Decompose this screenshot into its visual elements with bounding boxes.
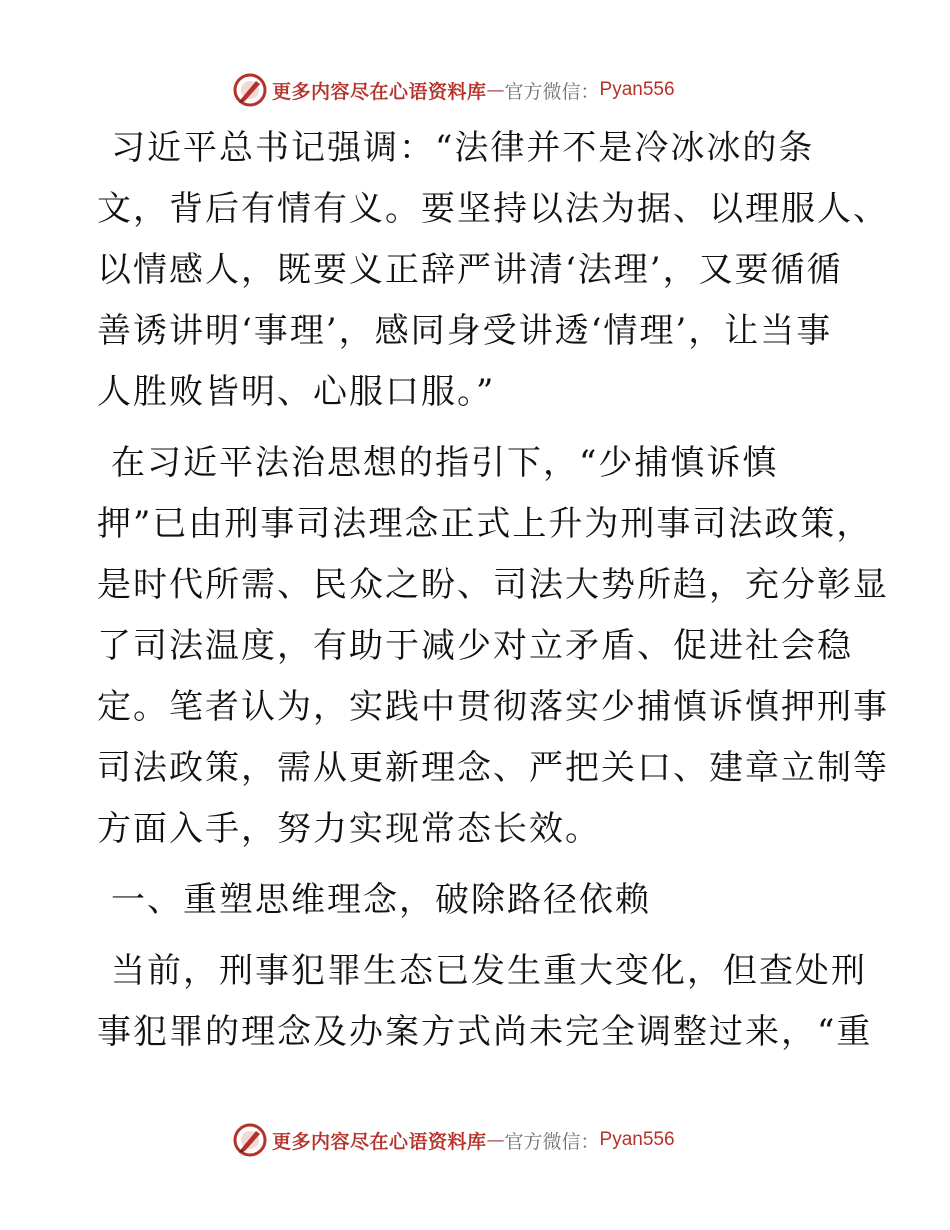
text-line: 善诱讲明‘事理’，感同身受讲透‘情理’，让当事 [97,311,833,351]
text-line: 定。笔者认为，实践中贯彻落实少捕慎诉慎押刑事 [97,687,889,727]
text-line: 在习近平法治思想的指引下，“少捕慎诉慎 [111,443,779,483]
text-line: 习近平总书记强调：“法律并不是冷冰冰的条 [111,128,815,168]
document-body [97,118,889,1073]
paragraph-quote [97,118,889,423]
banner-wechat-id: Pyan556 [599,1129,675,1150]
pen-seal-logo-icon [232,72,268,108]
text-line: 方面入手，努力实现常态长效。 [97,809,601,849]
section-heading [97,870,853,931]
text-line: 当前，刑事犯罪生态已发生重大变化，但查处刑 [111,951,867,991]
text-line: 是时代所需、民众之盼、司法大势所趋，充分彰显 [97,565,889,605]
pen-seal-logo-icon [232,1122,268,1158]
banner-label: 官方微信： [504,1130,600,1153]
banner-site-text: 更多内容尽在心语资料库 [272,1130,487,1153]
text-line: 事犯罪的理念及办案方式尚未完全调整过来，“重 [97,1012,873,1052]
banner-label: 官方微信： [504,80,600,103]
banner-site-text: 更多内容尽在心语资料库 [272,80,487,103]
text-line: 押”已由刑事司法理念正式上升为刑事司法政策， [97,504,873,544]
text-line: 司法政策，需从更新理念、严把关口、建章立制等 [97,748,889,788]
text-line: 文，背后有情有义。要坚持以法为据、以理服人、 [97,189,889,229]
banner-wechat-id: Pyan556 [599,79,675,100]
header-banner [232,70,675,110]
text-line: 人胜败皆明、心服口服。” [97,372,496,412]
heading-line: 一、重塑思维理念，破除路径依赖 [111,880,651,920]
paragraph-current [97,941,873,1063]
text-line: 了司法温度，有助于减少对立矛盾、促进社会稳 [97,626,853,666]
footer-banner [232,1120,675,1160]
banner-dash: — [486,1129,505,1151]
text-line: 以情感人，既要义正辞严讲清‘法理’，又要循循 [97,250,843,290]
paragraph-policy [97,433,889,860]
banner-dash: — [486,79,505,101]
